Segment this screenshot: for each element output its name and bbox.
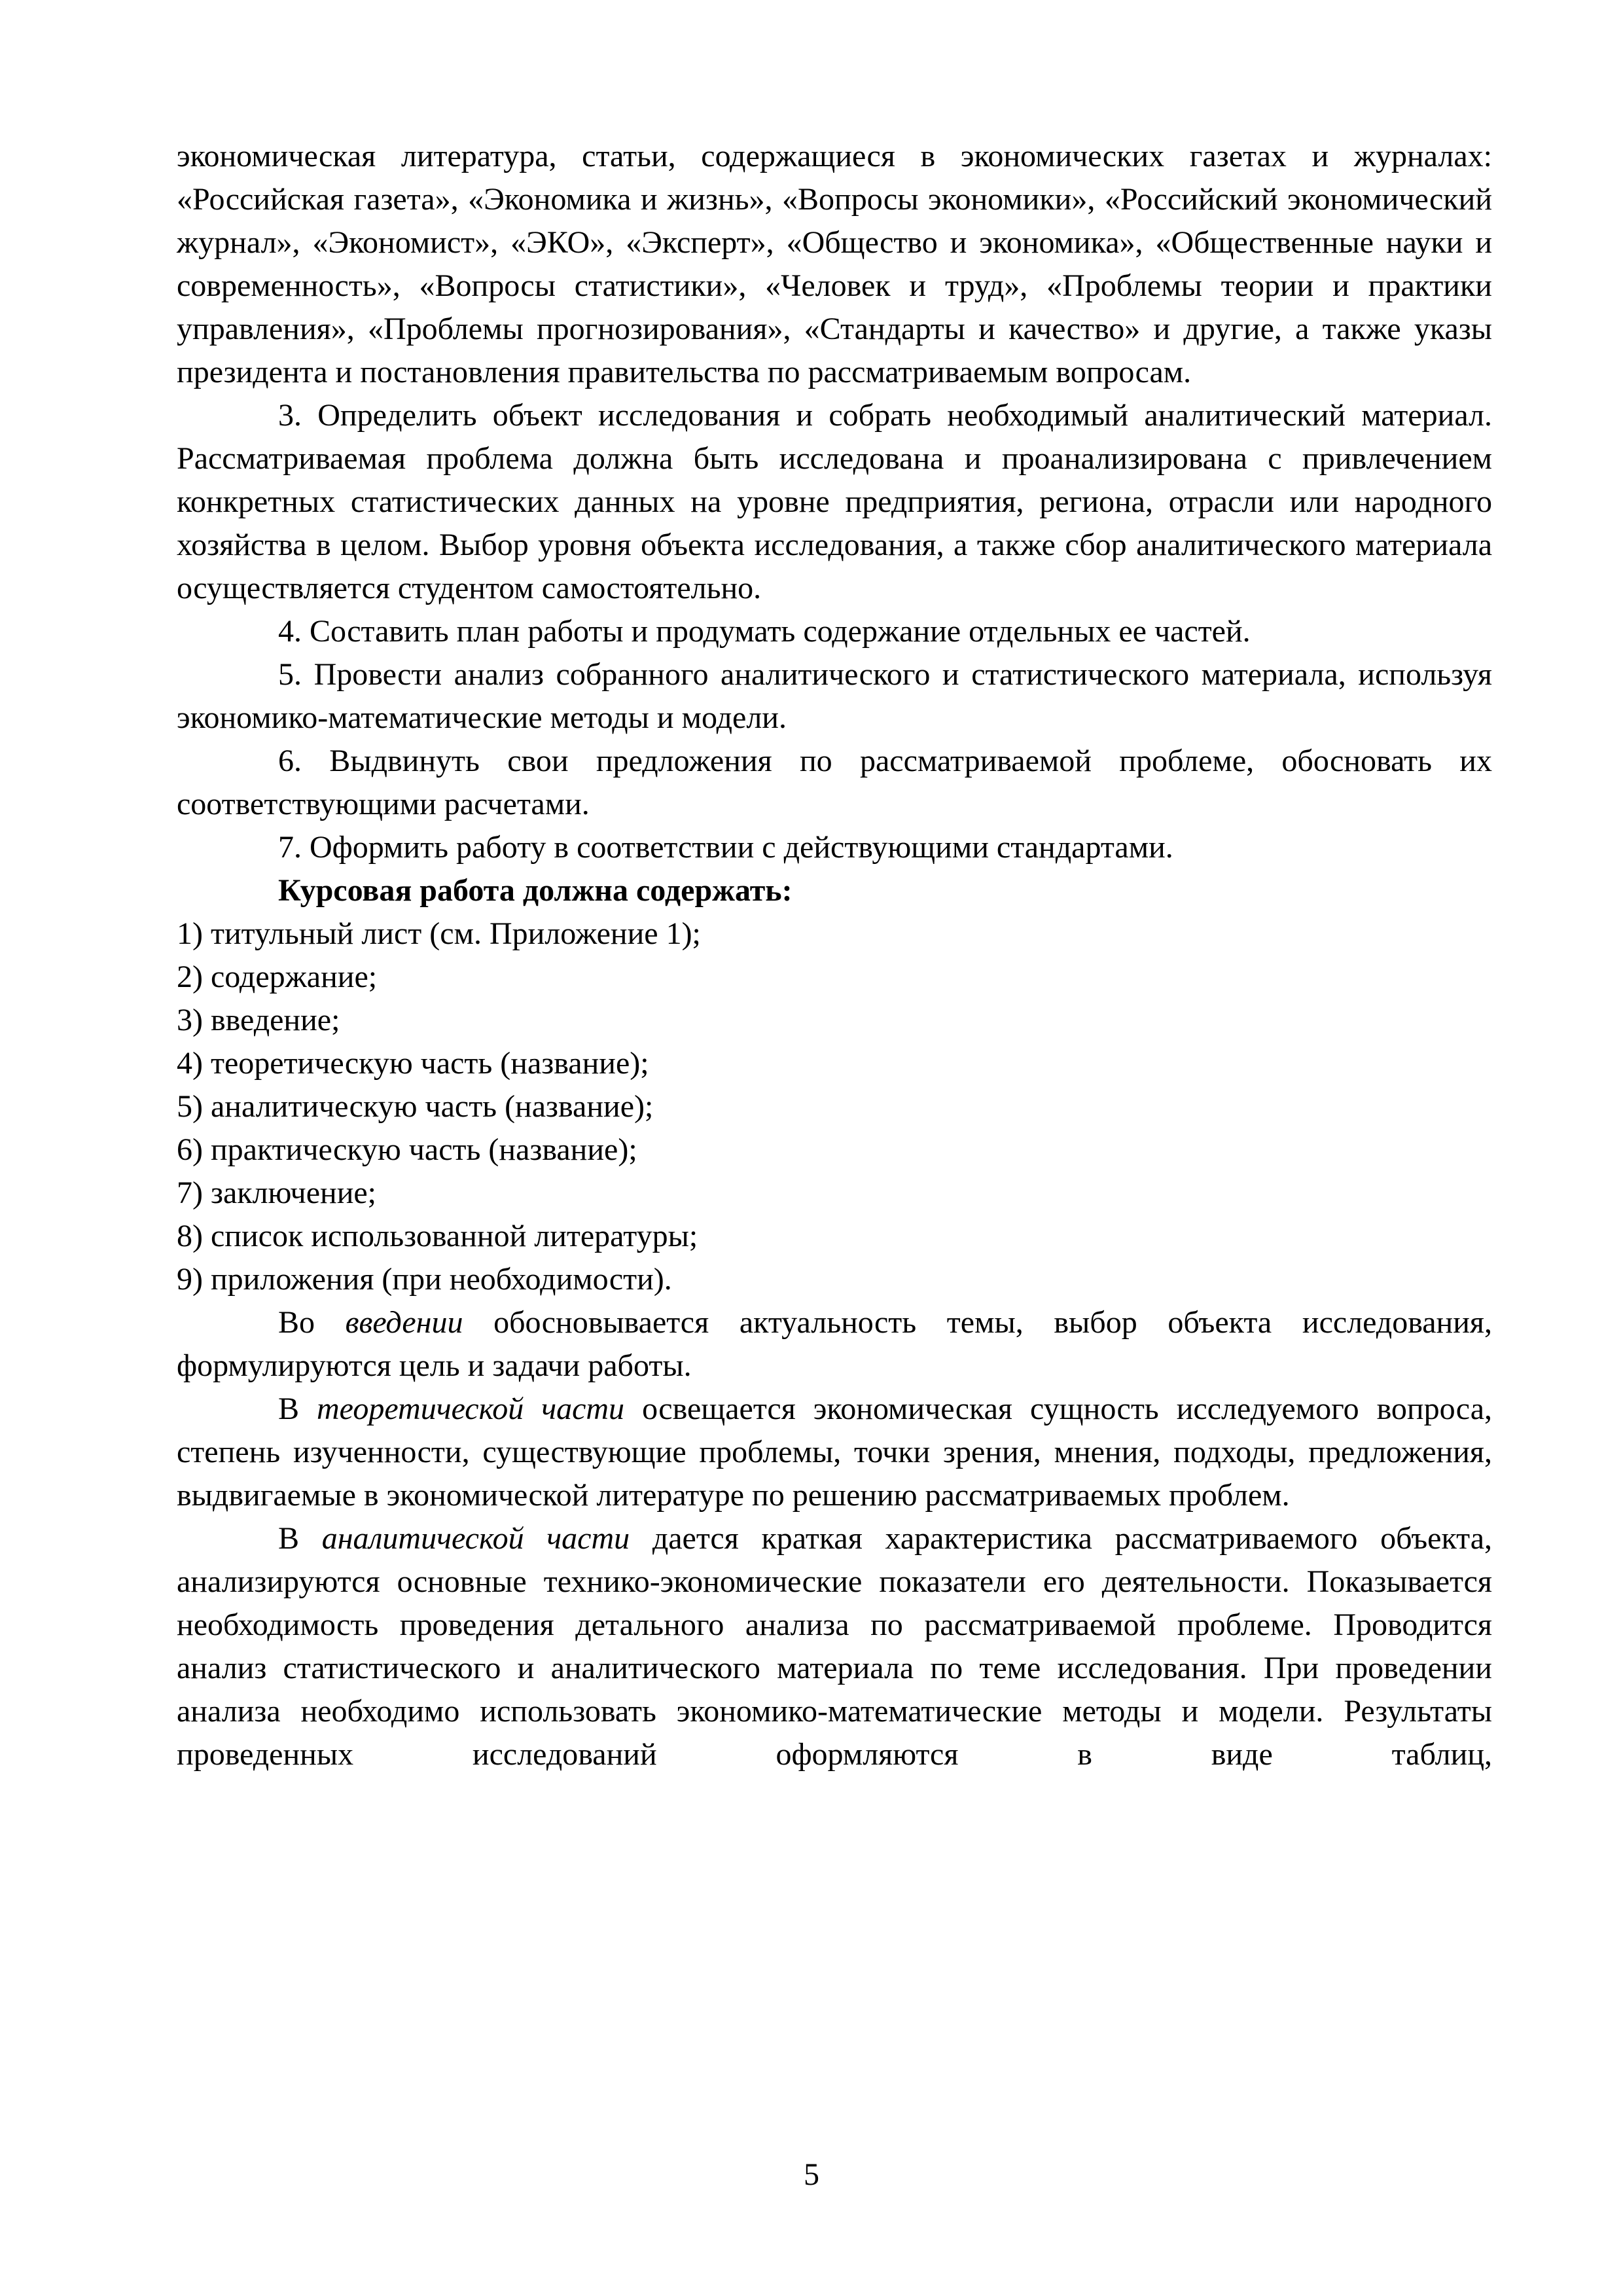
analytic-italic-term: аналитической части (321, 1521, 630, 1556)
section-heading: Курсовая работа должна содержать: (278, 873, 793, 908)
paragraph-task-4: 4. Составить план работы и продумать содержание отдельных ее частей. (278, 614, 1251, 649)
theory-text-run: освещается экономическая сущность исследуемого вопроса, степень изученности, существующие проблемы, точки зрения, мнения, подходы, предложения, выдвигаемые в экономической литературе по решению рассматриваемых проблем. (177, 1391, 1492, 1513)
paragraph-task-7: 7. Оформить работу в соответствии с действующими стандартами. (278, 830, 1173, 865)
list-item-contents: 2) содержание; (177, 960, 378, 994)
analytic-text-run: дается краткая характеристика рассматриваемого объекта, анализируются основные технико-экономические показатели его деятельности. Показывается необходимость проведения детального анализа по рассматриваемой проблеме. Проводится анализ статистического и аналитического материала по теме исследования. При проведении анализа необходимо использовать экономико-математические методы и модели. Результаты проведенных исследований оформляются в виде таблиц, (177, 1521, 1492, 1772)
intro-text-run: обосновывается актуальность темы, выбор объекта исследования, формулируются цель и задачи работы. (177, 1305, 1493, 1383)
list-item-conclusion: 7) заключение; (177, 1175, 377, 1210)
theory-text-run: В (278, 1391, 317, 1426)
list-item-theoretical-part: 4) теоретическую часть (название); (177, 1046, 649, 1081)
list-item-analytical-part: 5) аналитическую часть (название); (177, 1089, 654, 1124)
intro-text-run: Во (278, 1305, 346, 1340)
intro-italic-term: введении (345, 1305, 463, 1340)
analytic-text-run: В (278, 1521, 322, 1556)
paragraph-task-3: 3. Определить объект исследования и собрать необходимый аналитический материал. Рассматриваемая проблема должна быть исследована и проанализирована с привлечением конкретных статистических данных на уровне предприятия, региона, отрасли или народного хозяйства в целом. Выбор уровня объекта исследования, а также сбор аналитического материала осуществляется студентом самостоятельно. (177, 398, 1492, 605)
list-item-practical-part: 6) практическую часть (название); (177, 1132, 637, 1167)
paragraph-theoretical-description (177, 1388, 1492, 1517)
list-item-appendices: 9) приложения (при необходимости). (177, 1262, 672, 1297)
paragraph-introduction-description (177, 1301, 1492, 1388)
theory-italic-term: теоретической части (317, 1391, 625, 1426)
list-item-introduction: 3) введение; (177, 1003, 340, 1037)
paragraph-literature-sources: экономическая литература, статьи, содержащиеся в экономических газетах и журналах: «Российская газета», «Экономика и жизнь», «Вопросы экономики», «Российский экономический журнал», «Экономист», «ЭКО», «Эксперт», «Общество и экономика», «Общественные науки и современность», «Вопросы статистики», «Человек и труд», «Проблемы теории и практики управления», «Проблемы прогнозирования», «Стандарты и качество» и другие, а также указы президента и постановления правительства по рассматриваемым вопросам. (177, 139, 1492, 389)
page-content (177, 135, 1492, 1776)
paragraph-analytical-description (177, 1517, 1492, 1776)
page-number: 5 (804, 2157, 819, 2192)
list-item-title-page: 1) титульный лист (см. Приложение 1); (177, 916, 701, 951)
list-item-bibliography: 8) список использованной литературы; (177, 1219, 698, 1253)
paragraph-task-5: 5. Провести анализ собранного аналитического и статистического материала, используя экономико-математические методы и модели. (177, 657, 1492, 735)
paragraph-task-6: 6. Выдвинуть свои предложения по рассматриваемой проблеме, обосновать их соответствующими расчетами. (177, 744, 1492, 821)
